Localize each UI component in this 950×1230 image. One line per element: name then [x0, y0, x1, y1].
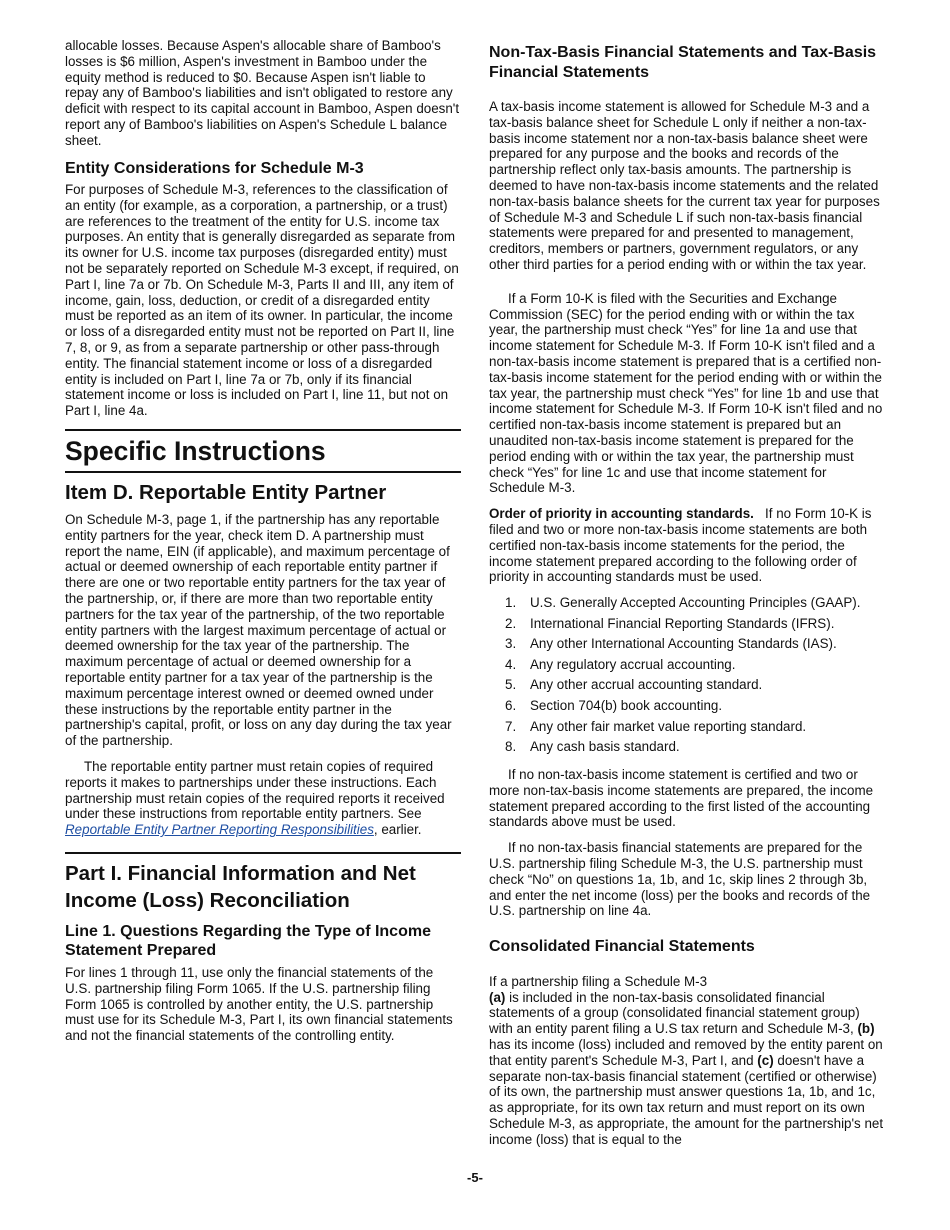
list-item: 5. Any other accrual accounting standard.: [505, 677, 763, 693]
heading-entity-considerations: Entity Considerations for Schedule M-3: [65, 159, 364, 177]
item-d-section: [65, 471, 461, 838]
not-certified-paragraph: If no non-tax-basis income statement is certified and two or more non-tax-basis income statements are prepared, the income statement prepared according to the first listed of the accounting standards above must be used.: [489, 767, 874, 830]
reportable-entity-partner-link[interactable]: Reportable Entity Partner Reporting Responsibilities: [65, 822, 374, 838]
heading-part-i: Part I. Financial Information and Net Income (Loss) Reconciliation: [65, 861, 416, 912]
retain-copies-end: , earlier.: [373, 822, 422, 838]
heading-line-1: Line 1. Questions Regarding the Type of Income Statement Prepared: [65, 922, 431, 960]
page-number: -5-: [467, 1170, 483, 1185]
consolidated-paragraph: If a partnership filing a Schedule M-3 (a) is included in the non-tax-basis consolidated financial statements of a group (consolidated financial statement group) with an entity parent filing a U.S tax return and Schedule M-3, (b) has its income (loss) included and removed by the entity parent on that entity parent's Schedule M-3, Part I, and (c) doesn't have a separate non-tax-basis financial statement (certified or otherwise) of its own, the partnership must answer questions 1a, 1b, and 1c, as appropriate, for its own tax return and must report on its own Schedule M-3, as appropriate, the amount for the partnership's net income (loss) that is equal to the: [489, 973, 884, 1147]
part-i-section: [65, 852, 461, 1044]
list-item: 6. Section 704(b) book accounting.: [505, 698, 723, 714]
tax-basis-paragraph: A tax-basis income statement is allowed for Schedule M-3 and a tax-basis balance sheet for Schedule L only if neither a non-tax-basis income statement nor a non-tax-basis balance sheet were prepared for any purpose and the books and records of the partnership reflect only tax-basis amounts. The partnership is deemed to have non-tax-basis income statements and the related non-tax-basis balance sheets for the current tax year for purposes of Schedule M-3 and Schedule L if such non-tax-basis financial statements were prepared for and presented to management, creditors, members or partners, government regulators, or any other third parties for a period ending with or within the tax year.: [489, 99, 880, 272]
item-d-paragraph: On Schedule M-3, page 1, if the partnership has any reportable entity partners for the year, check item D. A partnership must report the name, EIN (if applicable), and maximum percentage of actual or deemed ownership of each reportable entity partner if there are one or two reportable entity partners for the tax year of the partnership, or, if there are more than two reportable entity partners for the tax year of the partnership, of the two reportable entity partners with the largest maximum percentage of actual or deemed ownership for the tax year of the partnership. The maximum percentage of actual or deemed ownership for a reportable entity partner for a tax year of the partnership is the maximum percentage interest owned or deemed owned under these instructions by the reportable entity partner in the partnership's capital, profit, or loss on any day during the tax year of the partnership.: [65, 512, 452, 749]
entity-considerations-paragraph: For purposes of Schedule M-3, references to the classification of an entity (for example, as a corporation, a partnership, or a trust) are references to the treatment of the entity for U.S. income tax purposes. An entity that is generally disregarded as separate from its owner for U.S. income tax purposes (disregarded entity) must not be separately reported on Schedule M-3 except, if required, on Part I, line 7a or 7b. On Schedule M-3, Parts II and III, any item of income, gain, loss, deduction, or credit of a disregarded entity must be reported as an item of its owner. In particular, the income or loss of a disregarded entity must not be reported on Part II, line 7, 8, or 9, as from a separate partnership or other pass-through entity. The financial statement income or loss of a disregarded entity is included on Part I, line 7a or 7b, only if its financial statement income or loss is included on Part I, line 11, but not on Part I, line 4a.: [65, 182, 459, 419]
heading-item-d: Item D. Reportable Entity Partner: [65, 481, 387, 505]
right-column: [489, 43, 885, 1158]
line-1-paragraph: For lines 1 through 11, use only the financial statements of the U.S. partnership filing Form 1065. If the U.S. partnership filing Form 1065 is controlled by another entity, the U.S. partnership must use for its Schedule M-3, Part I, its own financial statements and not the financial statements of the controlling entity.: [65, 964, 453, 1044]
order-priority-paragraph: [489, 506, 885, 585]
retain-copies-text: The reportable entity partner must retain copies of required reports it makes to partnerships under these instructions. Each partnership must retain copies of the required reports it received under these instructions from reportable entity partners. See: [65, 758, 445, 822]
list-item: 8. Any cash basis standard.: [505, 739, 680, 755]
no-statements-paragraph: If no non-tax-basis financial statements are prepared for the U.S. partnership filing Schedule M-3, the U.S. partnership must check “No” on questions 1a, 1b, and 1c, skip lines 2 through 3b, and enter the net income (loss) per the books and records of the U.S. partnership on line 4a.: [489, 840, 871, 919]
form-10k-paragraph: If a Form 10-K is filed with the Securities and Exchange Commission (SEC) for the period ending with or within the tax year, the partnership must check “Yes” for line 1a and use that income statement for Schedule M-3. If Form 10-K isn't filed and a non-tax-basis income statement is prepared that is a certified non-tax-basis income statement for the period ending with or within the tax year, the partnership must check “Yes” for line 1b and use that income statement for Schedule M-3. If Form 10-K isn't filed and no certified non-tax-basis income statement is prepared but an unaudited non-tax-basis income statement is prepared for the period ending with or within the tax year, the partnership must check “Yes” for line 1c and use that income statement for Schedule M-3.: [489, 290, 883, 496]
list-item: 1. U.S. Generally Accepted Accounting Principles (GAAP).: [505, 595, 861, 611]
specific-instructions-section: [65, 429, 461, 467]
list-item: 4. Any regulatory accrual accounting.: [505, 656, 736, 672]
heading-specific-instructions: Specific Instructions: [65, 436, 326, 467]
heading-non-tax-basis: Non-Tax-Basis Financial Statements and Tax-Basis Financial Statements: [489, 44, 877, 81]
list-item: 2. International Financial Reporting Standards (IFRS).: [505, 615, 835, 631]
retain-copies-paragraph: [65, 759, 461, 838]
order-priority-text: If no Form 10-K is filed and two or more non-tax-basis income statements are both certified non-tax-basis income statements for the period, the income statement prepared according to the following order of priority in accounting standards must be used.: [489, 506, 872, 585]
heading-consolidated: Consolidated Financial Statements: [489, 938, 755, 956]
left-column: [65, 38, 461, 1054]
list-item: 3. Any other International Accounting Standards (IAS).: [505, 636, 837, 652]
accounting-standards-list: [489, 595, 885, 755]
intro-paragraph: allocable losses. Because Aspen's allocable share of Bamboo's losses is $6 million, Aspen's investment in Bamboo under the equity method is reduced to $0. Because Aspen isn't liable to repay any of Bamboo's liabilities and isn't obligated to restore any deficit with respect to its capital account in Bamboo, Aspen doesn't report any of Bamboo's liabilities on Aspen's Schedule L balance sheet.: [65, 38, 460, 148]
list-item: 7. Any other fair market value reporting standard.: [505, 718, 807, 734]
order-priority-label: Order of priority in accounting standards.: [489, 506, 754, 522]
